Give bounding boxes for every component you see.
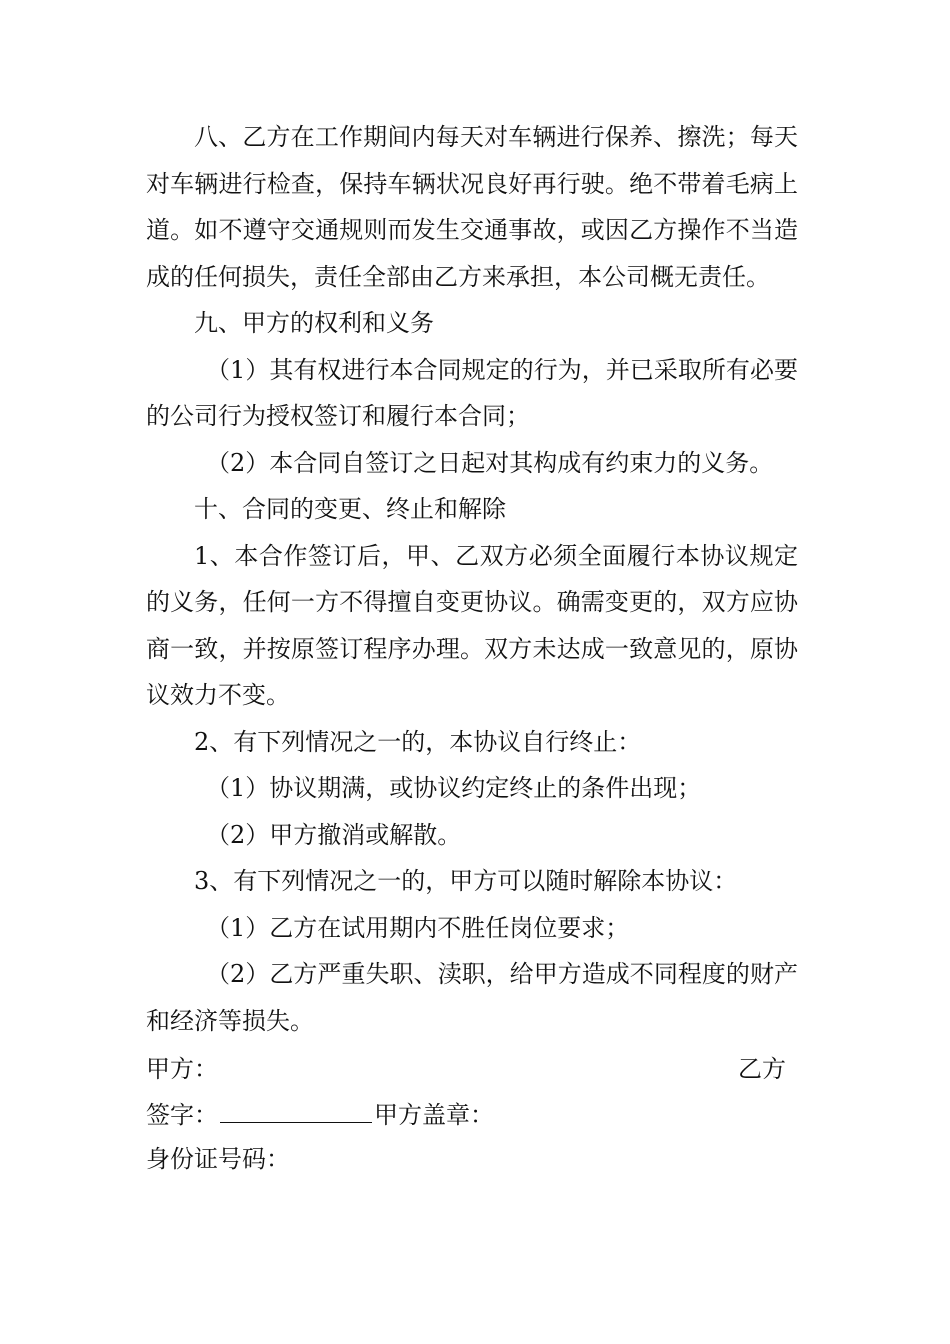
contract-body <box>146 114 798 1044</box>
seal-label: 甲方盖章： <box>374 1101 494 1129</box>
clause-10-point-1: 1、本合作签订后，甲、乙双方必须全面履行本协议规定的义务，任何一方不得擅自变更协议。确需变更的，双方应协商一致，并按原签订程序办理。双方未达成一致意见的，原协议效力不变。 <box>146 541 798 709</box>
party-row <box>146 1047 786 1092</box>
clause-10-point-3-item-2: （2）乙方严重失职、渎职，给甲方造成不同程度的财产和经济等损失。 <box>146 960 798 1035</box>
signature-blank-line[interactable] <box>220 1092 372 1123</box>
clause-10-point-2: 2、有下列情况之一的，本协议自行终止： <box>194 727 642 756</box>
signature-block <box>146 1047 786 1182</box>
sign-label: 签字： <box>146 1101 218 1129</box>
signature-row <box>146 1092 786 1137</box>
clause-10-point-3-item-1: （1）乙方在试用期内不胜任岗位要求； <box>206 913 630 942</box>
clause-10-point-2-item-1: （1）协议期满，或协议约定终止的条件出现； <box>206 774 702 802</box>
clause-9-heading: 九、甲方的权利和义务 <box>194 309 434 337</box>
id-number-label: 身份证号码： <box>146 1145 290 1173</box>
party-a-label: 甲方： <box>146 1055 218 1083</box>
party-b-label: 乙方 <box>738 1055 786 1083</box>
clause-9-item-1: （1）其有权进行本合同规定的行为，并已采取所有必要的公司行为授权签订和履行本合同； <box>146 355 798 430</box>
clause-9-item-2: （2）本合同自签订之日起对其构成有约束力的义务。 <box>206 448 774 477</box>
clause-10-point-3: 3、有下列情况之一的，甲方可以随时解除本协议： <box>194 867 738 895</box>
clause-8: 八、乙方在工作期间内每天对车辆进行保养、擦洗；每天对车辆进行检查，保持车辆状况良好再行驶。绝不带着毛病上道。如不遵守交通规则而发生交通事故，或因乙方操作不当造成的任何损失，责任全部由乙方来承担，本公司概无责任。 <box>146 123 798 291</box>
id-row <box>146 1137 786 1182</box>
clause-10-heading: 十、合同的变更、终止和解除 <box>194 495 506 523</box>
clause-10-point-2-item-2: （2）甲方撤消或解散。 <box>206 820 462 849</box>
